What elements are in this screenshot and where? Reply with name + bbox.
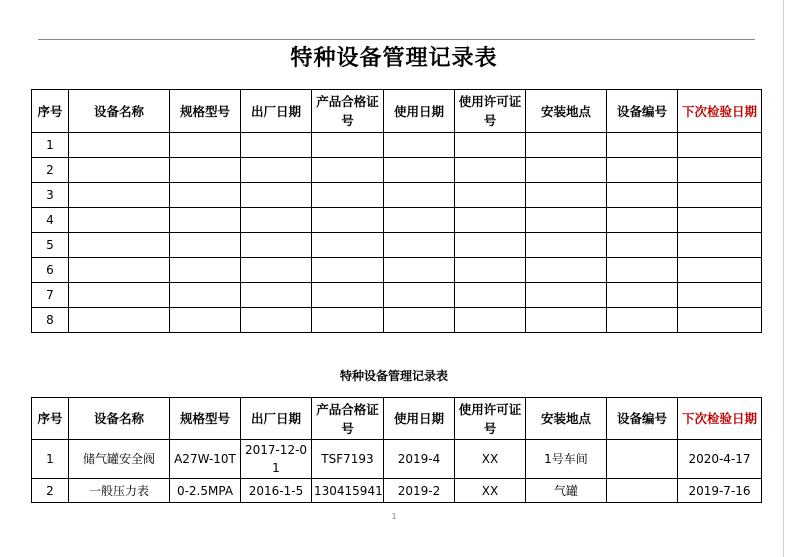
col-header-certificate-no: 产品合格证号	[312, 398, 384, 440]
table-row	[32, 479, 762, 503]
col-header-model: 规格型号	[170, 90, 241, 133]
col-header-device-id: 设备编号	[607, 398, 678, 440]
row-index: 1	[32, 133, 69, 158]
table-row	[32, 158, 762, 183]
cell-device-id	[607, 479, 678, 503]
header-row	[32, 398, 762, 440]
col-header-certificate-no: 产品合格证号	[312, 90, 384, 133]
row-index: 7	[32, 283, 69, 308]
cell-next-inspection: 2019-7-16	[678, 479, 762, 503]
col-header-use-date: 使用日期	[384, 90, 455, 133]
cell-manufacture-date: 2016-1-5	[241, 479, 312, 503]
table-row	[32, 258, 762, 283]
cell-certificate-no: 130415941	[312, 479, 384, 503]
section-subtitle: 特种设备管理记录表	[339, 369, 448, 383]
cell-license-no: XX	[455, 440, 526, 479]
col-header-model: 规格型号	[170, 398, 241, 440]
cell-device-id	[607, 440, 678, 479]
cell-index: 2	[32, 479, 69, 503]
cell-index: 1	[32, 440, 69, 479]
col-header-manufacture-date: 出厂日期	[241, 90, 312, 133]
table-row	[32, 233, 762, 258]
top-rule	[38, 39, 755, 40]
table-row	[32, 208, 762, 233]
col-header-license-no: 使用许可证号	[455, 398, 526, 440]
table-row	[32, 308, 762, 333]
table-row	[32, 440, 762, 479]
cell-use-date: 2019-4	[384, 440, 455, 479]
cell-model: A27W-10T	[170, 440, 241, 479]
col-header-index: 序号	[32, 398, 69, 440]
row-index: 8	[32, 308, 69, 333]
col-header-use-date: 使用日期	[384, 398, 455, 440]
page-title: 特种设备管理记录表	[290, 46, 498, 71]
col-header-location: 安装地点	[526, 90, 607, 133]
col-header-device-id: 设备编号	[607, 90, 678, 133]
col-header-manufacture-date: 出厂日期	[241, 398, 312, 440]
cell-license-no: XX	[455, 479, 526, 503]
col-header-license-no: 使用许可证号	[455, 90, 526, 133]
col-header-next-inspection: 下次检验日期	[678, 398, 762, 440]
table-row	[32, 183, 762, 208]
table-row	[32, 133, 762, 158]
cell-location: 1号车间	[526, 440, 607, 479]
table-row	[32, 283, 762, 308]
page-number: 1	[391, 512, 397, 521]
col-header-next-inspection: 下次检验日期	[678, 90, 762, 133]
col-header-index: 序号	[32, 90, 69, 133]
header-row	[32, 90, 762, 133]
col-header-location: 安装地点	[526, 398, 607, 440]
cell-device-name: 一般压力表	[69, 479, 170, 503]
row-index: 4	[32, 208, 69, 233]
row-index: 5	[32, 233, 69, 258]
cell-manufacture-date: 2017-12-01	[241, 440, 312, 479]
col-header-device-name: 设备名称	[69, 398, 170, 440]
page-edge	[783, 0, 784, 557]
record-table-blank	[31, 89, 762, 333]
row-index: 2	[32, 158, 69, 183]
cell-device-name: 储气罐安全阀	[69, 440, 170, 479]
row-index: 3	[32, 183, 69, 208]
cell-location: 气罐	[526, 479, 607, 503]
cell-next-inspection: 2020-4-17	[678, 440, 762, 479]
cell-model: 0-2.5MPA	[170, 479, 241, 503]
cell-certificate-no: TSF7193	[312, 440, 384, 479]
record-table-filled	[31, 397, 762, 503]
col-header-device-name: 设备名称	[69, 90, 170, 133]
row-index: 6	[32, 258, 69, 283]
cell-use-date: 2019-2	[384, 479, 455, 503]
